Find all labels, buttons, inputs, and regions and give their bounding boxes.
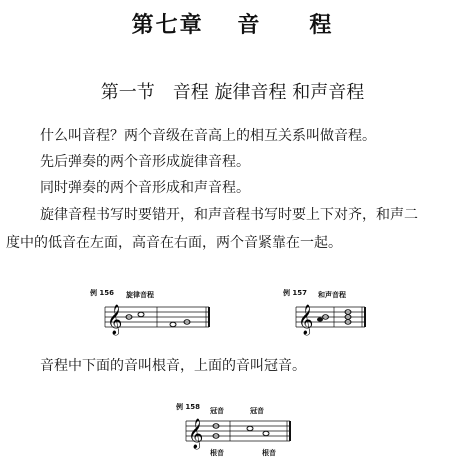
paragraph-3: 同时弹奏的两个音形成和声音程。 [40,180,250,196]
example-156-label: 例 156 [90,289,115,297]
example-158-lower-1: 根音 [210,449,224,457]
example-156-staff [105,303,210,333]
paragraph-6: 音程中下面的音叫根音，上面的音叫冠音。 [40,358,306,374]
example-158-upper-1: 冠音 [210,407,224,415]
example-158-lower-2: 根音 [262,449,276,457]
svg-text:𝄞: 𝄞 [298,305,314,335]
example-158-upper-2: 冠音 [250,407,264,415]
example-157-staff [296,303,366,333]
example-158-staff [186,417,291,447]
paragraph-1: 什么叫音程？两个音级在音高上的相互关系叫做音程。 [40,128,376,144]
paragraph-5: 度中的低音在左面，高音在右面，两个音紧靠在一起。 [6,235,342,251]
paragraph-2: 先后弹奏的两个音形成旋律音程。 [40,154,250,170]
section-title: 第一节 音程 旋律音程 和声音程 [100,82,365,103]
example-157-label: 例 157 [283,289,308,297]
svg-text:𝄞: 𝄞 [188,419,204,449]
paragraph-4: 旋律音程书写时要错开，和声音程书写时要上下对齐，和声二 [40,207,418,223]
example-156-title: 旋律音程 [126,291,154,299]
svg-text:𝄞: 𝄞 [107,305,123,335]
example-157-title: 和声音程 [318,291,346,299]
example-158-label: 例 158 [176,403,201,411]
chapter-title: 第七章 音 程 [131,13,334,38]
